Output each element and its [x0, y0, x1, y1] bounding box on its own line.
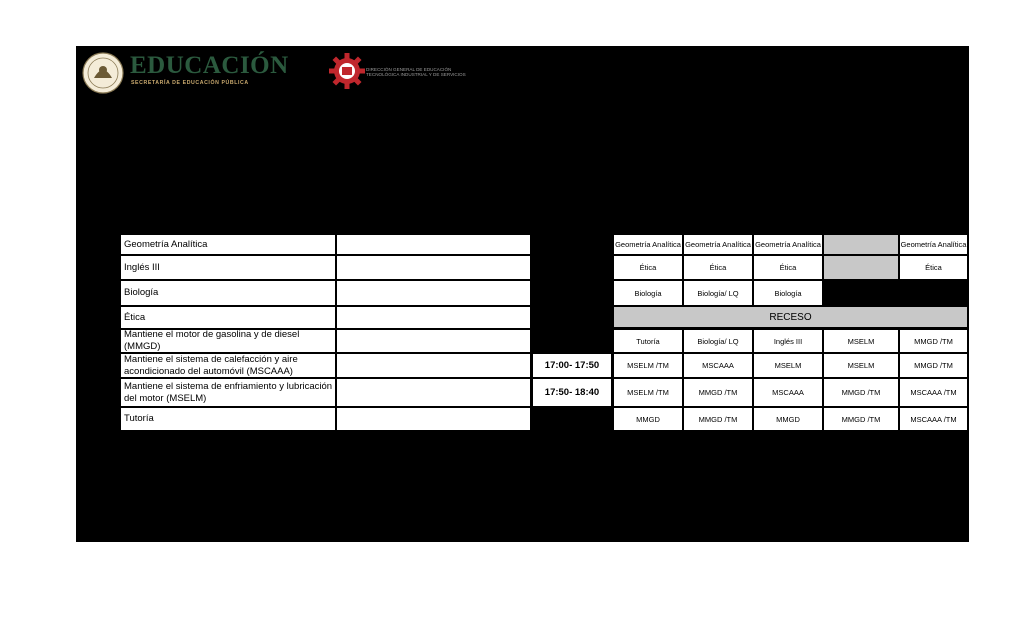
schedule-cell: MSCAAA /TM — [899, 407, 968, 431]
schedule-cell: MSCAAA — [683, 353, 753, 378]
schedule-cell-empty — [823, 234, 899, 255]
schedule-cell: Biología/ LQ — [683, 329, 753, 353]
schedule-cell: MSELM /TM — [613, 353, 683, 378]
schedule-cell: MMGD /TM — [899, 353, 968, 378]
dgeti-gear-logo — [328, 52, 366, 90]
schedule-cell: Ética — [753, 255, 823, 280]
receso-bar: RECESO — [613, 306, 968, 328]
schedule-cell: MMGD /TM — [683, 407, 753, 431]
time-cell: 17:00- 17:50 — [532, 353, 612, 378]
schedule-cell: MSELM — [753, 353, 823, 378]
schedule-cell: Biología — [613, 280, 683, 306]
schedule-cell: Geometría Analítica — [683, 234, 753, 255]
subject-cell: Geometría Analítica — [120, 234, 336, 255]
blank-cell — [336, 234, 531, 255]
blank-cell — [336, 329, 531, 353]
schedule-cell: Geometría Analítica — [899, 234, 968, 255]
schedule-cell: MSELM /TM — [613, 378, 683, 407]
schedule-cell: MMGD /TM — [823, 407, 899, 431]
schedule-cell: MMGD /TM — [899, 329, 968, 353]
coat-of-arms-seal — [82, 52, 124, 94]
subject-cell: Biología — [120, 280, 336, 306]
time-cell: 17:50- 18:40 — [532, 378, 612, 407]
blank-cell — [336, 407, 531, 431]
schedule-cell: MMGD — [753, 407, 823, 431]
schedule-cell: Inglés III — [753, 329, 823, 353]
education-title: EDUCACIÓN — [130, 52, 289, 79]
schedule-cell: MMGD — [613, 407, 683, 431]
schedule-cell: Biología — [753, 280, 823, 306]
dgeti-line-2: TECNOLÓGICA INDUSTRIAL Y DE SERVICIOS — [366, 72, 466, 77]
schedule-cell-empty — [823, 255, 899, 280]
schedule-cell: MMGD /TM — [683, 378, 753, 407]
education-subtitle: SECRETARÍA DE EDUCACIÓN PÚBLICA — [131, 80, 249, 86]
blank-cell — [336, 353, 531, 378]
schedule-cell: MSELM — [823, 353, 899, 378]
subject-cell: Inglés III — [120, 255, 336, 280]
schedule-cell: MMGD /TM — [823, 378, 899, 407]
schedule-cell: MSELM — [823, 329, 899, 353]
blank-cell — [336, 280, 531, 306]
schedule-cell: MSCAAA — [753, 378, 823, 407]
schedule-cell: MSCAAA /TM — [899, 378, 968, 407]
blank-cell — [336, 306, 531, 329]
schedule-cell: Tutoría — [613, 329, 683, 353]
schedule-cell: Ética — [899, 255, 968, 280]
schedule-cell: Biología/ LQ — [683, 280, 753, 306]
dgeti-text — [366, 67, 466, 77]
dgeti-line-1: DIRECCIÓN GENERAL DE EDUCACIÓN — [366, 67, 452, 72]
schedule-cell: Ética — [683, 255, 753, 280]
subject-cell: Ética — [120, 306, 336, 329]
schedule-cell: Geometría Analítica — [613, 234, 683, 255]
subject-cell: Mantiene el sistema de enfriamiento y lubricación del motor (MSELM) — [120, 378, 336, 407]
schedule-cell: Ética — [613, 255, 683, 280]
subject-cell: Mantiene el sistema de calefacción y aire acondicionado del automóvil (MSCAAA) — [120, 353, 336, 378]
blank-cell — [336, 255, 531, 280]
schedule-cell: Geometría Analítica — [753, 234, 823, 255]
subject-cell: Mantiene el motor de gasolina y de diesel (MMGD) — [120, 329, 336, 353]
subject-cell: Tutoría — [120, 407, 336, 431]
blank-cell — [336, 378, 531, 407]
